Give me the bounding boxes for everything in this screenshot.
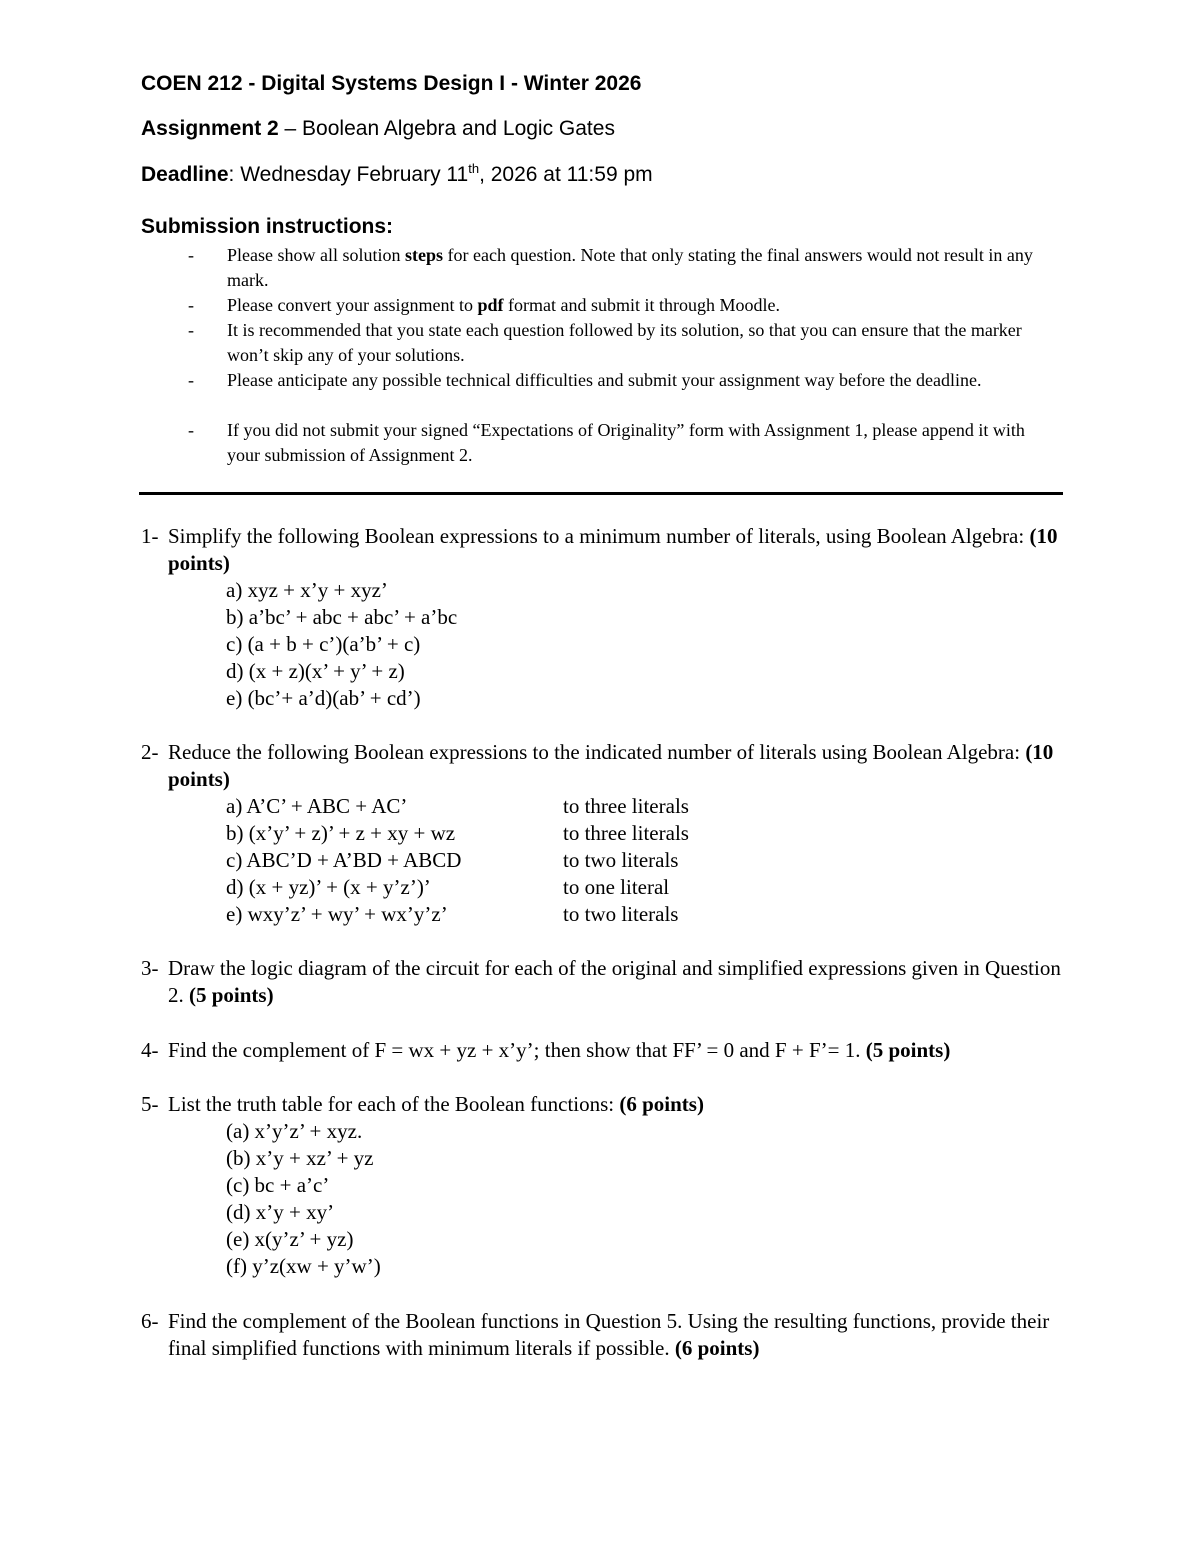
- question-text: Draw the logic diagram of the circuit for each of the original and simplified expressions given in Question 2.: [168, 956, 1061, 1007]
- deadline-time: , 2026 at 11:59 pm: [479, 163, 653, 186]
- question-points: (5 points): [189, 983, 274, 1007]
- q2-expression: d) (x + yz)’ + (x + y’z’)’: [226, 875, 431, 899]
- q5-item: (d) x’y + xy’: [226, 1200, 335, 1224]
- question-text: Find the complement of the Boolean functions in Question 5. Using the resulting functions, provide their final simplified functions with minimum literals if possible.: [168, 1309, 1050, 1360]
- assignment-label: Assignment 2: [141, 117, 279, 140]
- q5-item: (f) y’z(xw + y’w’): [226, 1254, 381, 1278]
- q2-expression: a) A’C’ + ABC + AC’: [226, 794, 408, 818]
- q5-item: (a) x’y’z’ + xyz.: [226, 1119, 363, 1143]
- q2-target: to one literal: [563, 875, 670, 899]
- question-points: (6 points): [674, 1336, 760, 1360]
- q5-item: (c) bc + a’c’: [226, 1173, 330, 1197]
- q2-expression: c) ABC’D + A’BD + ABCD: [226, 848, 462, 872]
- q2-target: to three literals: [563, 794, 689, 818]
- q5-item: (b) x’y + xz’ + yz: [226, 1146, 374, 1170]
- question-points: (10 points): [168, 740, 1054, 791]
- q2-target: to two literals: [563, 902, 679, 926]
- q1-item: b) a’bc’ + abc + abc’ + a’bc: [226, 605, 458, 629]
- deadline-line: [141, 161, 653, 189]
- question-text: List the truth table for each of the Boolean functions:: [168, 1092, 620, 1116]
- question-number: 3-: [141, 956, 159, 980]
- question-points: (6 points): [619, 1092, 704, 1116]
- question-text: Find the complement of F = wx + yz + x’y’; then show that FF’ = 0 and F + F’= 1.: [168, 1038, 866, 1062]
- question-points: (5 points): [865, 1038, 951, 1062]
- question-number: 2-: [141, 740, 159, 764]
- submission-title: Submission instructions:: [141, 215, 394, 238]
- q1-item: d) (x + z)(x’ + y’ + z): [226, 659, 405, 683]
- question-points: (10 points): [168, 524, 1058, 575]
- question-number: 1-: [141, 524, 159, 548]
- bullet-dash: -: [188, 420, 194, 440]
- q2-expression: e) wxy’z’ + wy’ + wx’y’z’: [226, 902, 448, 926]
- deadline-text: : Wednesday February 11: [228, 163, 469, 186]
- q1-item: a) xyz + x’y + xyz’: [226, 578, 388, 602]
- bullet-dash: -: [188, 370, 194, 390]
- q2-expression: b) (x’y’ + z)’ + z + xy + wz: [226, 821, 456, 845]
- bullet-dash: -: [188, 320, 194, 340]
- course-title: COEN 212 - Digital Systems Design I - Winter 2026: [141, 72, 642, 95]
- assignment-line: [141, 115, 615, 143]
- deadline-superscript: th: [468, 161, 480, 176]
- question-text: Reduce the following Boolean expressions to the indicated number of literals using Boolean Algebra:: [168, 740, 1026, 764]
- q5-item: (e) x(y’z’ + yz): [226, 1227, 354, 1251]
- assignment-title: – Boolean Algebra and Logic Gates: [278, 117, 615, 140]
- q1-item: e) (bc’+ a’d)(ab’ + cd’): [226, 686, 421, 710]
- question-number: 6-: [141, 1309, 159, 1333]
- question-number: 5-: [141, 1092, 159, 1116]
- bullet-dash: -: [188, 245, 194, 265]
- bullet-dash: -: [188, 295, 194, 315]
- q1-item: c) (a + b + c’)(a’b’ + c): [226, 632, 421, 656]
- question-number: 4-: [141, 1038, 159, 1062]
- assignment-page: COEN 212 - Digital Systems Design I - Winter 2026 Assignment 2 – Boolean Algebra and Logic Gates Deadline: Wednesday February 11th, 2026 at 11:59 pm Submission instructions: - Please show all solution steps for each question. Note that only stating the final answers would not result in any mark. - Please convert your assignment to pdf format and submit it through Moodle. - It is recommended that you state each question followed by its solution, so that you can ensure that the marker won’t skip any of your solutions. - Please anticipate any possible technical difficulties and submit your assignment way before the deadline. - If you did not submit your signed “Expectations of Originality” form with Assignment 1, please append it with your submission of Assignment 2. 1- Simplify the following Boolean expressions to a minimum number of literals, using Boolean Algebra: (10 points) a) xyz + x’y + xyz’ b) a’bc’ + abc + abc’ + a’bc c) (a + b + c’)(a’b’ + c) d) (x + z)(x’ + y’ + z) e) (bc’+ a’d)(ab’ + cd’) 2- Reduce the following Boolean expressions to the indicated number of literals using Boolean Algebra: (10 points) a) A’C’ + ABC + AC’ to three literals b) (x’y’ + z)’ + z + xy + wz to three literals c) ABC’D + A’BD + ABCD to two literals d) (x + yz)’ + (x + y’z’)’ to one literal e) wxy’z’ + wy’ + wx’y’z’ to two literals 3- Draw the logic diagram of the circuit for each of the original and simplified expressions given in Question 2. (5 points) 4- Find the complement of F = wx + yz + x’y’; then show that FF’ = 0 and F + F’= 1. (5 points) 5- List the truth table for each of the Boolean functions: (6 points) (a) x’y’z’ + xyz. (b) x’y + xz’ + yz (c) bc + a’c’ (d) x’y + xy’ (e) x(y’z’ + yz) (f) y’z(xw + y’w’) 6- Find the complement of the Boolean functions in Question 5. Using the resulting functions, provide their final simplified functions with minimum literals if possible. (6 points): [0, 0, 1200, 1553]
- horizontal-divider: [139, 492, 1063, 495]
- q2-target: to three literals: [563, 821, 689, 845]
- deadline-label: Deadline: [141, 163, 229, 186]
- q2-target: to two literals: [563, 848, 679, 872]
- question-text: Simplify the following Boolean expressions to a minimum number of literals, using Boolean Algebra:: [168, 524, 1030, 548]
